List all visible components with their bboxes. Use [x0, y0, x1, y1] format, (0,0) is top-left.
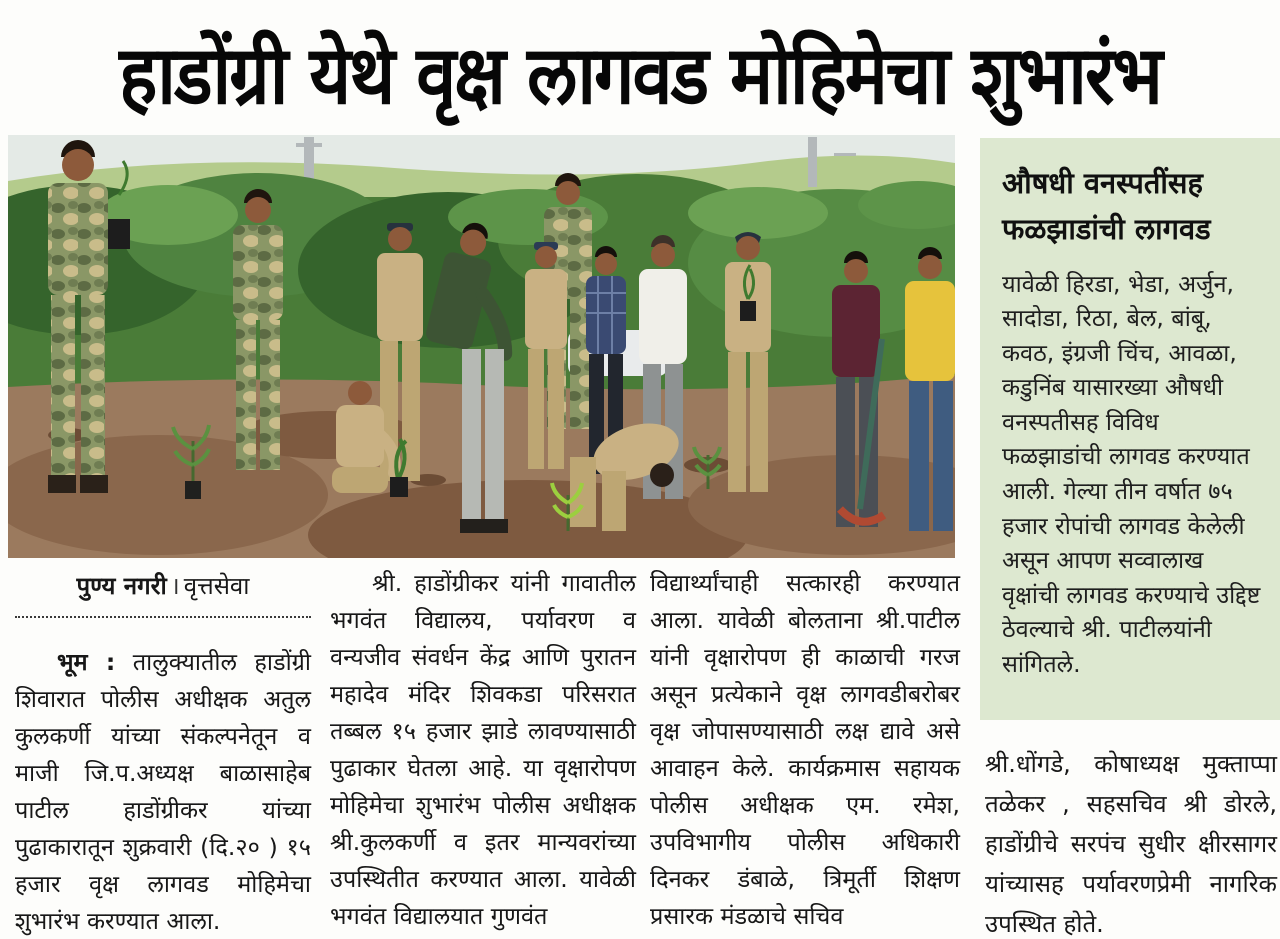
sidebar-box	[980, 138, 1280, 720]
paragraph-1-text: तालुक्यातील हाडोंग्री शिवारात पोलीस अधीक्षक अतुल कुलकर्णी यांच्या संकल्पनेतून व माजी जि.प.अध्यक्ष बाळासाहेब पाटील हाडोंग्रीकर यांच्या पुढाकारातून शुक्रवारी (दि.२० ) १५ हजार वृक्ष लागवड मोहिमेचा शुभारंभ करण्यात आला.	[15, 648, 311, 936]
byline	[15, 565, 311, 618]
byline-service: वृत्तसेवा	[183, 572, 250, 600]
article-photo	[8, 135, 955, 558]
article-column-1	[15, 565, 311, 939]
photo-illustration	[8, 135, 955, 558]
paragraph-4: श्री.धोंगडे, कोषाध्यक्ष मुक्ताप्पा तळेकर , सहसचिव श्री डोरले, हाडोंग्रीचे सरपंच सुधीर क्षीरसागर यांच्यासह पर्यावरणप्रेमी नागरिक उपस्थित होते.	[985, 750, 1277, 938]
byline-separator: ।	[170, 572, 180, 600]
sidebar-body: यावेळी हिरडा, भेडा, अर्जुन, सादोडा, रिठा, बेल, बांबू, कवठ, इंग्रजी चिंच, आवळा, कडुनिंब यासारख्या औषधी वनस्पतीसह विविध फळझाडांची लागवड करण्यात आली. गेल्या तीन वर्षात ७५ हजार रोपांची लागवड केलेली असून आपण सव्वालाख वृक्षांची लागवड करण्याचे उद्दिष्ट ठेवल्याचे श्री. पाटीलयांनी सांगितले.	[1002, 269, 1261, 678]
paper-name: पुण्य नगरी	[76, 572, 167, 600]
sidebar-heading: औषधी वनस्पतींसह फळझाडांची लागवड	[1002, 166, 1211, 247]
article-column-2	[330, 565, 636, 935]
article-headline: हाडोंग्री येथे वृक्ष लागवड मोहिमेचा शुभारंभ	[119, 27, 1161, 122]
paragraph-1	[15, 644, 311, 939]
paragraph-3: विद्यार्थ्यांचाही सत्कारही करण्यात आला. यावेळी बोलताना श्री.पाटील यांनी वृक्षारोपण ही काळाची गरज असून प्रत्येकाने वृक्ष लागवडीबरोबर वृक्ष जोपासण्यासाठी लक्ष द्यावे असे आवाहन केले. कार्यक्रमास सहायक पोलीस अधीक्षक एम. रमेश, उपविभागीय पोलीस अधिकारी दिनकर डंबाळे, त्रिमूर्ती शिक्षण प्रसारक मंडळाचे सचिव	[650, 569, 960, 930]
article-column-3	[650, 565, 960, 935]
article-lead: भूम :	[57, 648, 116, 677]
article-column-4	[985, 744, 1277, 939]
paragraph-2: श्री. हाडोंग्रीकर यांनी गावातील भगवंत विद्यालय, पर्यावरण व वन्यजीव संवर्धन केंद्र आणि पुरातन महादेव मंदिर शिवकडा परिसरात तब्बल १५ हजार झाडे लावण्यासाठी पुढाकार घेतला आहे. या वृक्षारोपण मोहिमेचा शुभारंभ पोलीस अधीक्षक श्री.कुलकर्णी व इतर मान्यवरांच्या उपस्थितीत करण्यात आला. यावेळी भगवंत विद्यालयात गुणवंत	[330, 569, 636, 930]
